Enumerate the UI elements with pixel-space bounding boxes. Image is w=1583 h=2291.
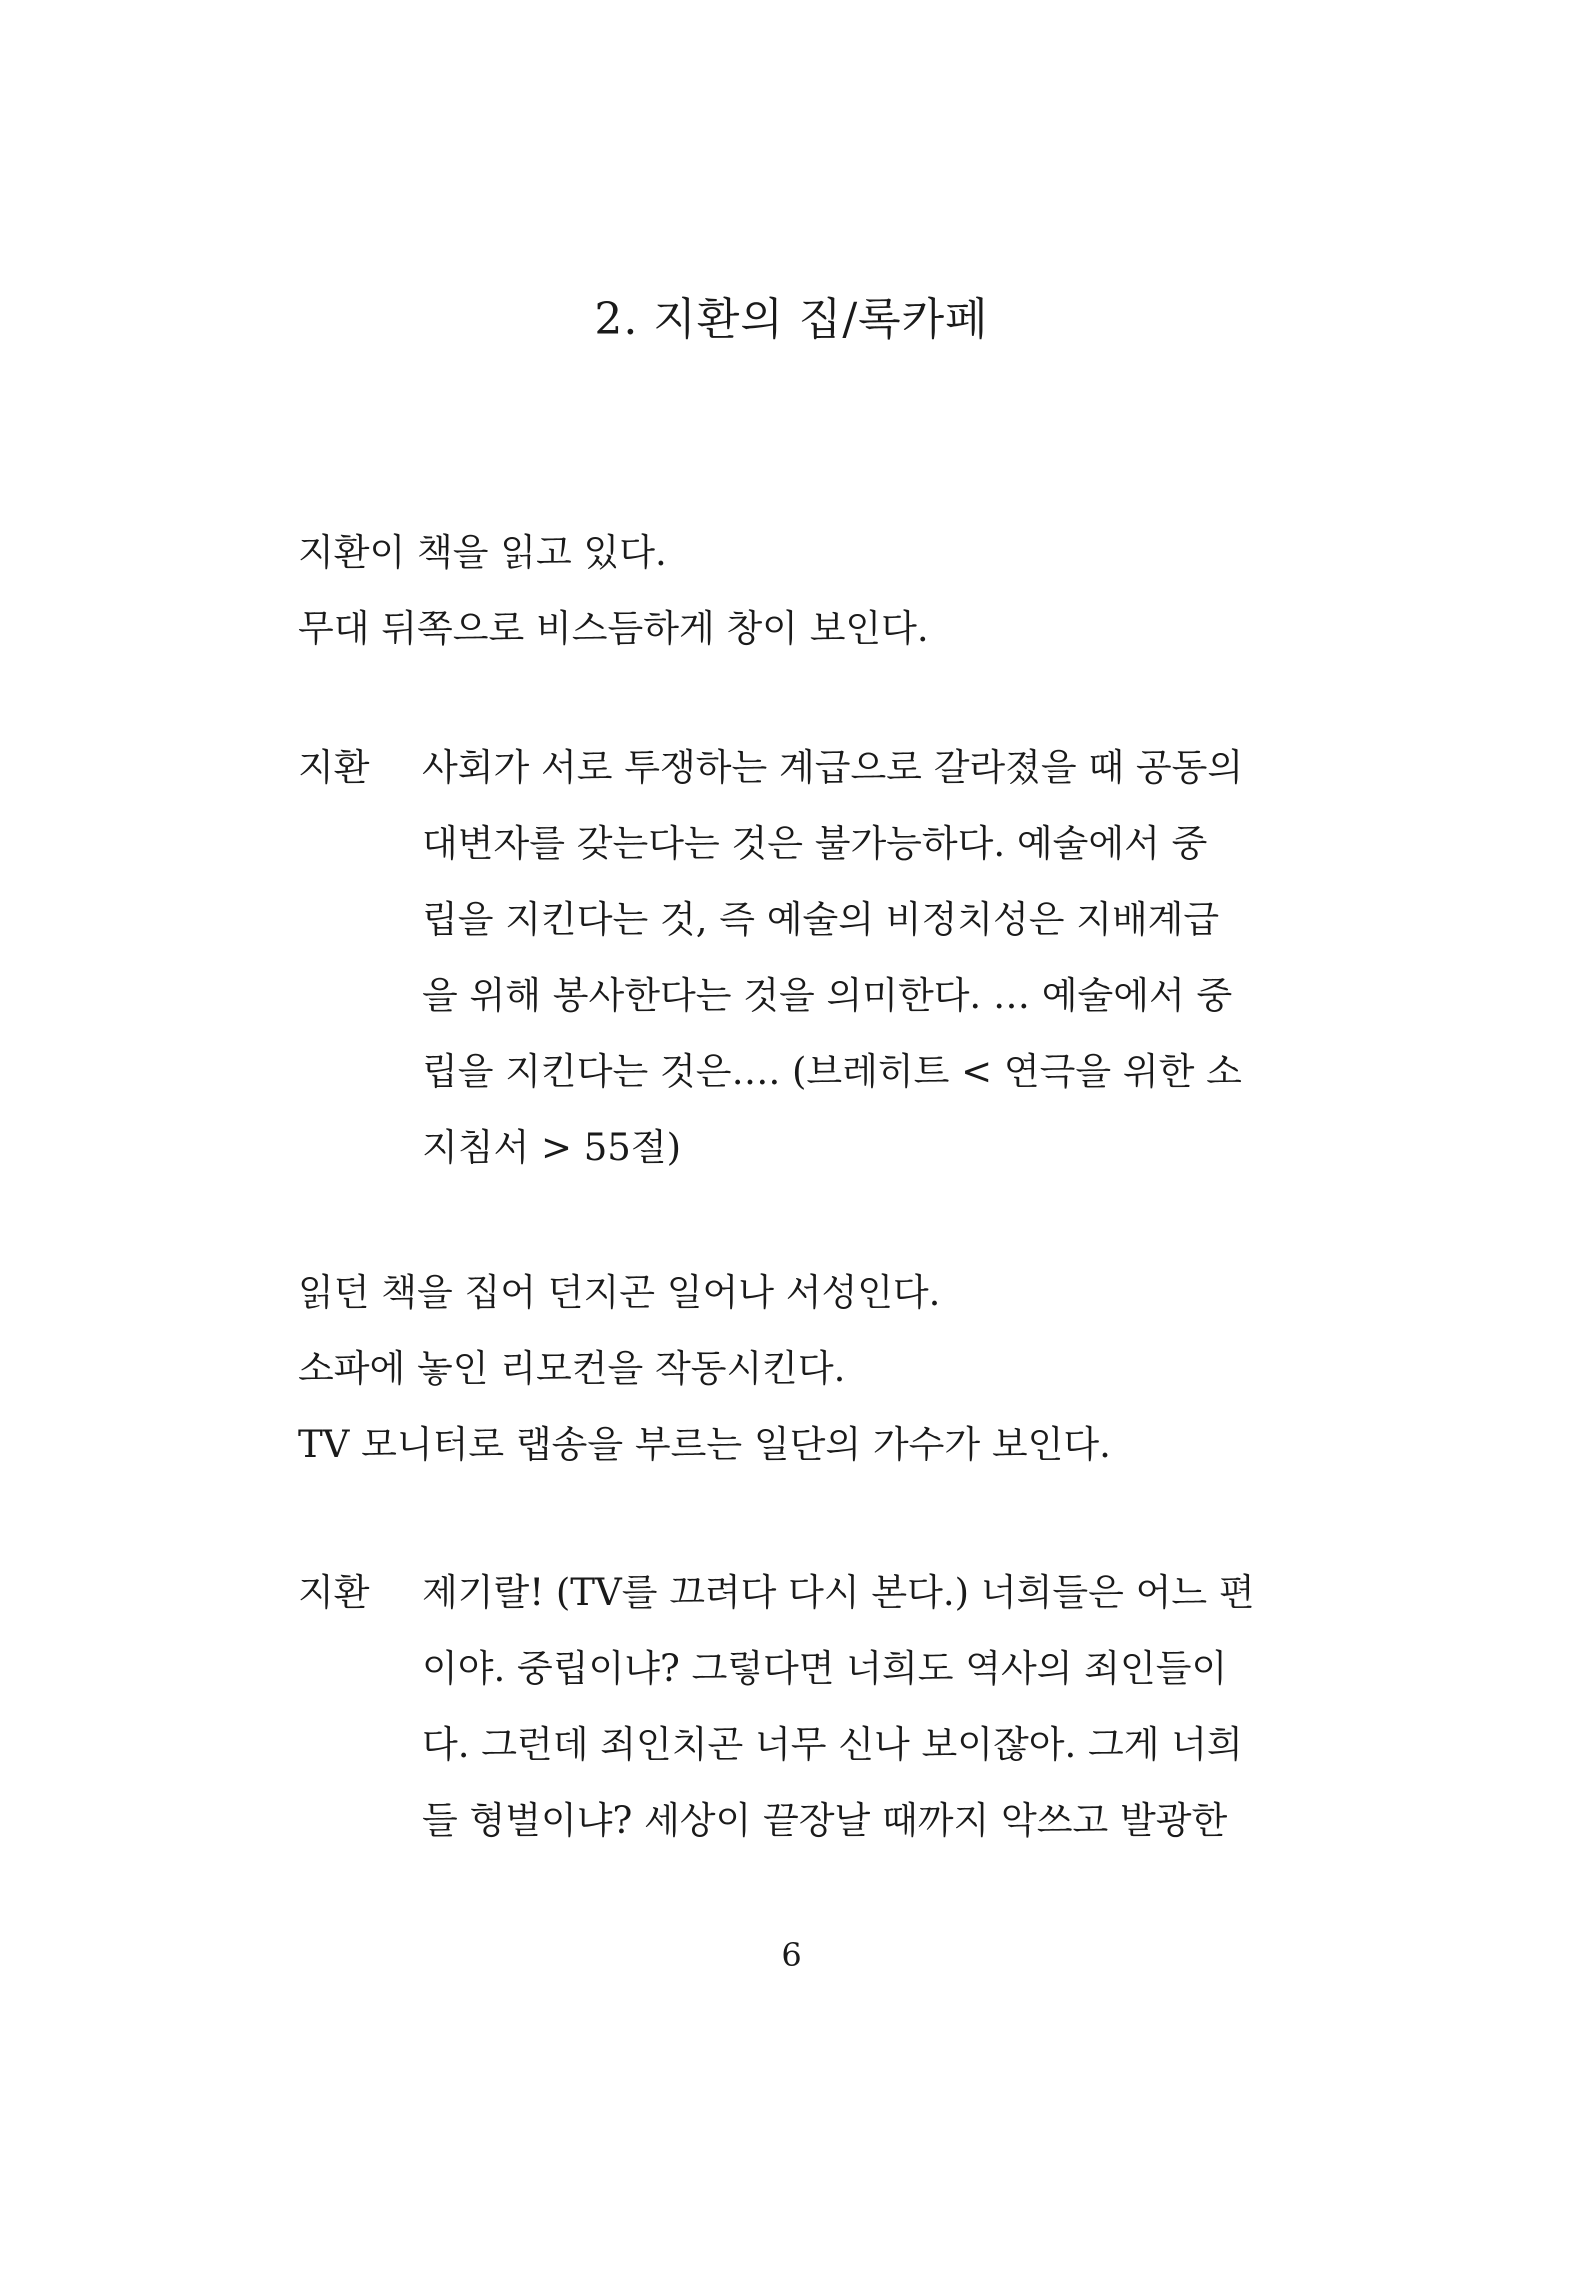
stage-direction-line: TV 모니터로 랩송을 부르는 일단의 가수가 보인다. [298, 1423, 1111, 1466]
stage-direction-block-2 [298, 1255, 1298, 1483]
dialogue-line: 립을 지킨다는 것은…. (브레히트 < 연극을 위한 소 [422, 1050, 1242, 1093]
dialogue-line: 립을 지킨다는 것, 즉 예술의 비정치성은 지배계급 [422, 898, 1220, 941]
stage-direction-line: 소파에 놓인 리모컨을 작동시킨다. [298, 1347, 846, 1390]
scene-title: 2. 지환의 집/록카페 [594, 294, 989, 345]
dialogue-lines [422, 730, 1252, 1186]
dialogue-lines [422, 1555, 1255, 1859]
speaker-name: 지환 [298, 1571, 370, 1614]
speaker-name: 지환 [298, 746, 370, 789]
stage-direction-line: 무대 뒤쪽으로 비스듬하게 창이 보인다. [298, 607, 929, 650]
dialogue-line: 들 형벌이냐? 세상이 끝장날 때까지 악쓰고 발광한 [422, 1799, 1228, 1842]
dialogue-line: 사회가 서로 투쟁하는 계급으로 갈라졌을 때 공동의 [422, 746, 1244, 789]
stage-direction-line: 지환이 책을 읽고 있다. [298, 531, 667, 574]
dialogue-line: 이야. 중립이냐? 그렇다면 너희도 역사의 죄인들이 [422, 1647, 1228, 1690]
dialogue-line: 대변자를 갖는다는 것은 불가능하다. 예술에서 중 [422, 822, 1208, 865]
stage-direction-block-1 [298, 515, 1298, 667]
stage-direction-line: 읽던 책을 집어 던지곤 일어나 서성인다. [298, 1271, 941, 1314]
dialogue-line: 다. 그런데 죄인치곤 너무 신나 보이잖아. 그게 너희 [422, 1723, 1243, 1766]
dialogue-line: 제기랄! (TV를 끄려다 다시 본다.) 너희들은 어느 편 [422, 1571, 1255, 1614]
dialogue-line: 을 위해 봉사한다는 것을 의미한다. … 예술에서 중 [422, 974, 1233, 1017]
page-number: 6 [781, 1936, 802, 1974]
dialogue-line: 지침서 > 55절) [422, 1126, 682, 1169]
